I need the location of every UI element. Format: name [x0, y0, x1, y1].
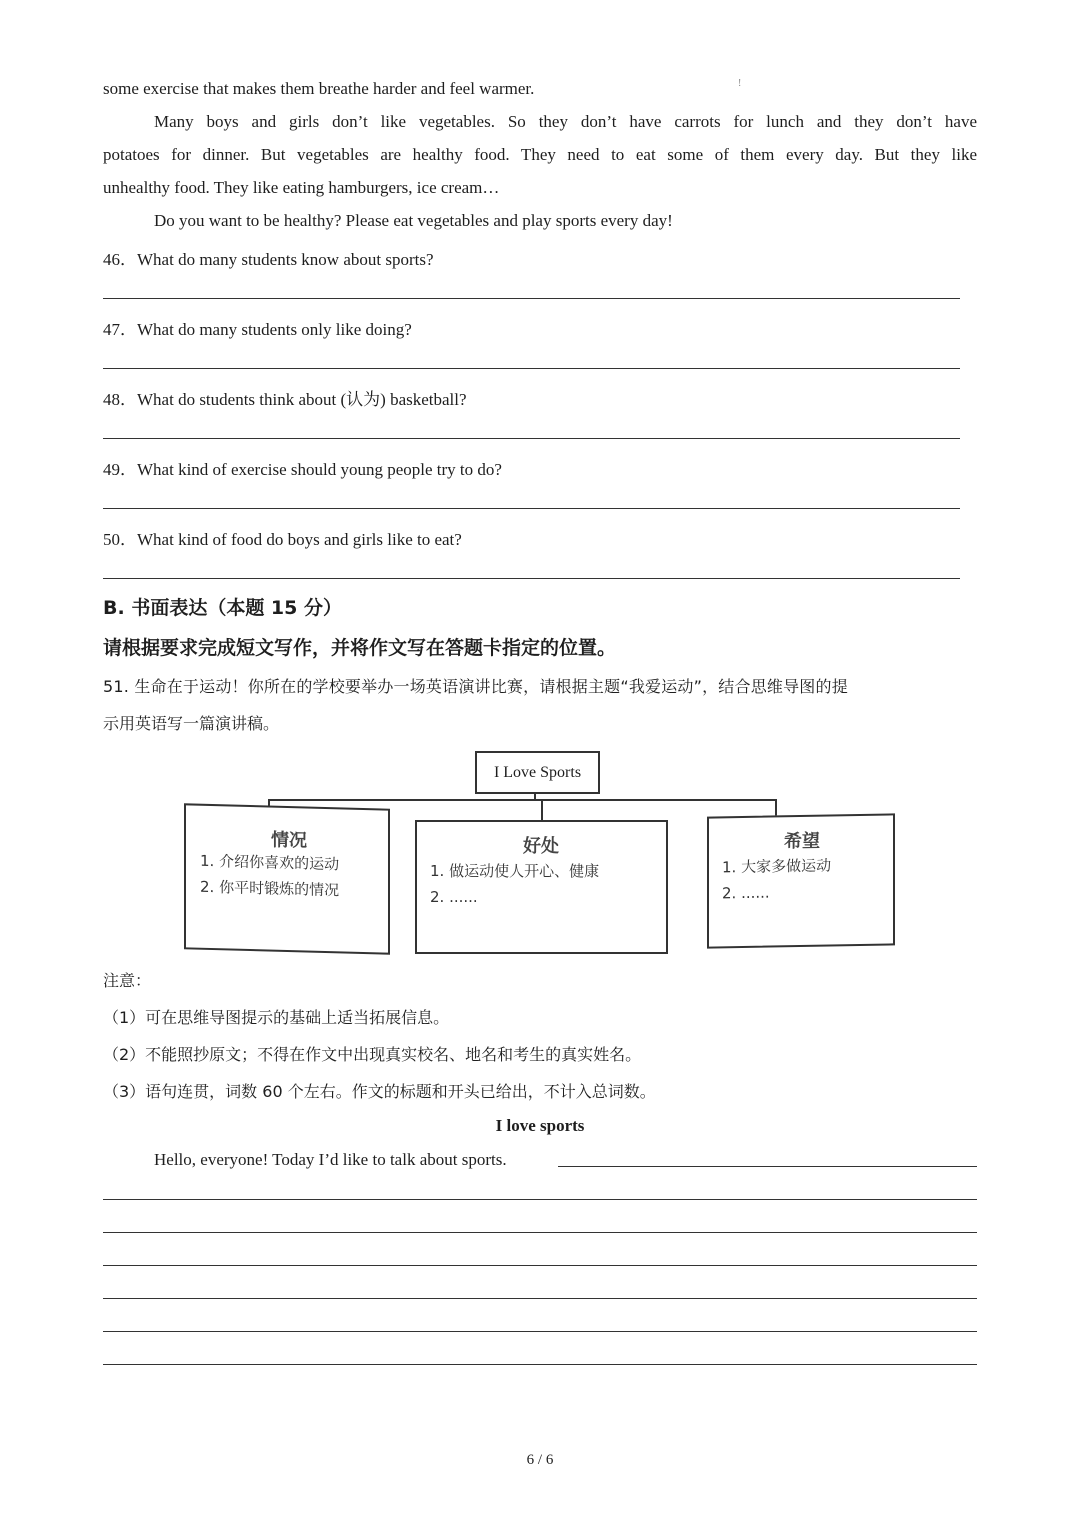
note-item-3: （3）语句连贯，词数 60 个左右。作文的标题和开头已给出，不计入总词数。 — [103, 1082, 656, 1101]
connector — [775, 799, 777, 816]
essay-title: I love sports — [495, 1116, 585, 1135]
mindmap-branch-situation — [184, 803, 390, 954]
essay-opening: Hello, everyone! Today I’d like to talk about sports. — [154, 1150, 507, 1169]
branch-title: 好处 — [523, 836, 559, 857]
answer-line-49[interactable] — [103, 508, 960, 509]
question-47 — [103, 315, 412, 340]
mindmap-root — [475, 751, 600, 794]
prompt-line-2: 示用英语写一篇演讲稿。 — [103, 714, 280, 733]
writing-line[interactable] — [103, 1331, 977, 1332]
answer-line-48[interactable] — [103, 438, 960, 439]
branch-item: 2. 你平时锻炼的情况 — [200, 877, 340, 900]
branch-title: 希望 — [784, 830, 820, 853]
scan-mark: ! — [738, 78, 742, 89]
question-number: 48． — [103, 390, 137, 409]
page-number: 6 / 6 — [526, 1452, 554, 1468]
passage-para3: Do you want to be healthy? Please eat vegetables and play sports every day! — [154, 211, 673, 230]
passage-para2-line2: potatoes for dinner. But vegetables are healthy food. They need to eat some of them every day. But they like — [103, 145, 977, 164]
section-b-title: B. 书面表达（本题 15 分） — [103, 597, 342, 619]
question-text: What kind of exercise should young people try to do? — [137, 460, 502, 479]
question-50 — [103, 525, 462, 550]
branch-item: 1. 做运动使人开心、健康 — [430, 862, 600, 880]
passage-para2-line1: Many boys and girls don’t like vegetables. So they don’t have carrots for lunch and they don’t have — [154, 112, 977, 131]
question-number: 47． — [103, 320, 137, 339]
question-46 — [103, 245, 434, 270]
writing-line[interactable] — [103, 1298, 977, 1299]
branch-item: 2. ...... — [722, 883, 770, 903]
note-item-2: （2）不能照抄原文；不得在作文中出现真实校名、地名和考生的真实姓名。 — [103, 1045, 642, 1064]
passage-line-1: some exercise that makes them breathe harder and feel warmer. — [103, 79, 535, 98]
mindmap-root-label: I Love Sports — [493, 763, 582, 781]
question-48 — [103, 385, 467, 410]
writing-line[interactable] — [558, 1166, 977, 1167]
question-text: What kind of food do boys and girls like to eat? — [137, 530, 462, 549]
branch-item: 2. ...... — [430, 888, 478, 906]
section-b-instruction: 请根据要求完成短文写作，并将作文写在答题卡指定的位置。 — [103, 637, 617, 659]
passage-para2-line3: unhealthy food. They like eating hamburgers, ice cream… — [103, 178, 500, 197]
answer-line-47[interactable] — [103, 368, 960, 369]
branch-title: 情况 — [271, 829, 307, 852]
notes-label: 注意： — [103, 971, 152, 990]
branch-item: 1. 介绍你喜欢的运动 — [200, 851, 340, 874]
question-text: What do many students only like doing? — [137, 320, 412, 339]
prompt-line-1: 51. 生命在于运动！你所在的学校要举办一场英语演讲比赛，请根据主题“我爱运动”，结合思维导图的提 — [103, 677, 848, 696]
mindmap-branch-hopes — [707, 813, 895, 948]
note-item-1: （1）可在思维导图提示的基础上适当拓展信息。 — [103, 1008, 450, 1027]
connector — [541, 799, 543, 821]
question-49 — [103, 455, 502, 480]
question-number: 46． — [103, 250, 137, 269]
question-number: 49． — [103, 460, 137, 479]
question-text: What do many students know about sports? — [137, 250, 434, 269]
writing-line[interactable] — [103, 1364, 977, 1365]
connector — [268, 799, 777, 801]
branch-item: 1. 大家多做运动 — [722, 856, 832, 877]
writing-line[interactable] — [103, 1265, 977, 1266]
answer-line-46[interactable] — [103, 298, 960, 299]
question-text: What do students think about (认为) basketball? — [137, 390, 467, 409]
question-number: 50． — [103, 530, 137, 549]
writing-line[interactable] — [103, 1199, 977, 1200]
mindmap-branch-benefits — [415, 820, 668, 954]
writing-line[interactable] — [103, 1232, 977, 1233]
answer-line-50[interactable] — [103, 578, 960, 579]
